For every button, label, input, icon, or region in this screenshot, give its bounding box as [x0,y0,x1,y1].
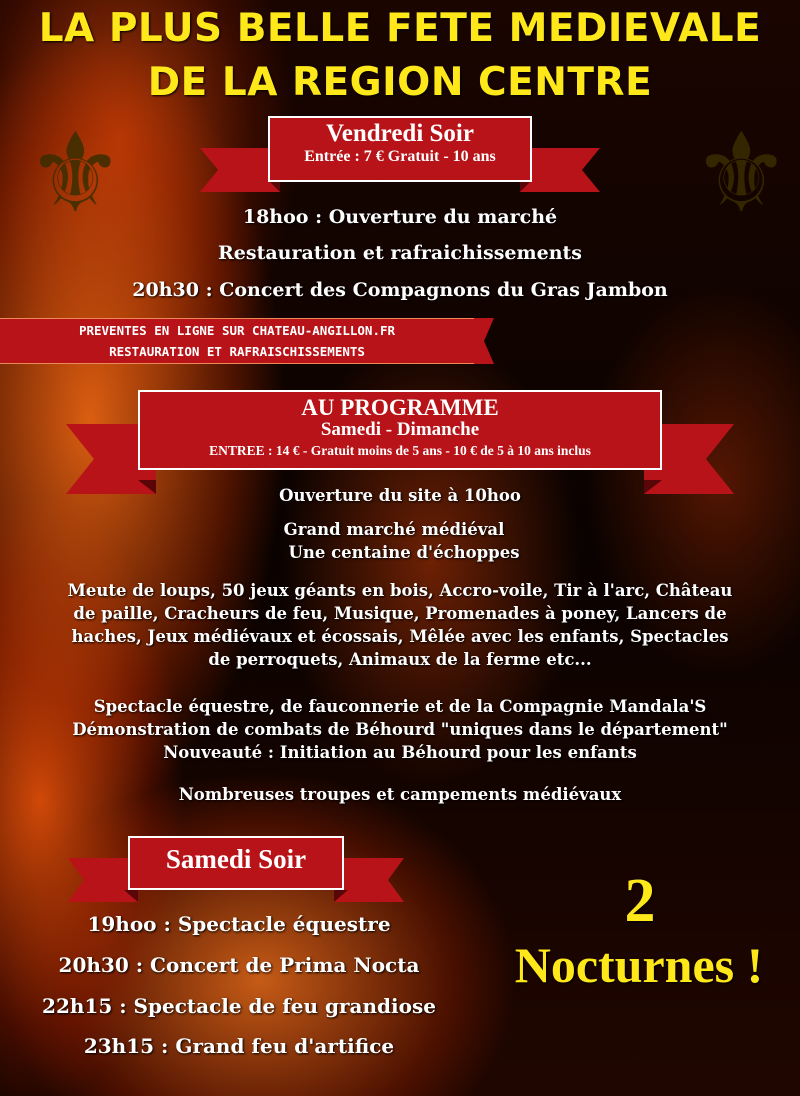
saturday-item: 23h15 : Grand feu d'artifice [83,1034,395,1058]
shows-line: Spectacle équestre, de fauconnerie et de la Compagnie Mandala'S [93,697,707,716]
fleur-de-lis-icon: ⚜ [692,109,791,237]
presale-banner-tail [474,318,494,364]
nocturnes-label: Nocturnes ! [514,937,764,993]
programme-days: Samedi - Dimanche [320,419,480,440]
saturday-item: 19hoo : Spectacle équestre [87,912,391,936]
programme-ribbon [138,390,662,470]
activities-line: de perroquets, Animaux de la ferme etc... [208,650,592,669]
shows-line: Démonstration de combats de Béhourd "uniques dans le département" [72,720,728,739]
friday-item: 18hoo : Ouverture du marché [242,206,558,228]
activities-line: haches, Jeux médiévaux et écossais, Mêlée avec les enfants, Spectacles [71,627,729,646]
friday-ribbon [268,116,532,182]
opening-time: Ouverture du site à 10hoo [279,486,521,505]
friday-entry: Entrée : 7 € Gratuit - 10 ans [304,148,496,165]
saturday-title: Samedi Soir [165,844,307,874]
market-line-2: Une centaine d'échoppes [288,543,520,562]
nocturnes-number: 2 [624,867,656,935]
presale-line-2: RESTAURATION ET RAFRAISCHISSEMENTS [109,344,365,359]
programme-title: AU PROGRAMME [301,395,499,420]
friday-item: Restauration et rafraichissements [218,242,582,264]
presale-line-1: PREVENTES EN LIGNE SUR CHATEAU-ANGILLON.FR [78,323,396,338]
shows-line: Nouveauté : Initiation au Béhourd pour les enfants [163,743,637,762]
troupes-line: Nombreuses troupes et campements médiévaux [178,785,622,804]
friday-item: 20h30 : Concert des Compagnons du Gras Jambon [132,279,668,301]
programme-entry: ENTREE : 14 € - Gratuit moins de 5 ans - 10 € de 5 à 10 ans inclus [209,443,591,458]
friday-title: Vendredi Soir [326,120,474,147]
market-line-1: Grand marché médiéval [283,520,505,539]
title-line-2: DE LA REGION CENTRE [147,60,653,105]
presale-banner [0,318,474,364]
saturday-item: 22h15 : Spectacle de feu grandiose [42,994,436,1018]
activities-line: de paille, Cracheurs de feu, Musique, Promenades à poney, Lancers de [73,604,727,623]
activities-line: Meute de loups, 50 jeux géants en bois, Accro-voile, Tir à l'arc, Château [67,581,733,600]
title-line-1: LA PLUS BELLE FETE MEDIEVALE [38,6,762,51]
fleur-de-lis-icon: ⚜ [26,109,125,237]
saturday-ribbon [128,836,344,890]
saturday-item: 20h30 : Concert de Prima Nocta [58,953,420,977]
